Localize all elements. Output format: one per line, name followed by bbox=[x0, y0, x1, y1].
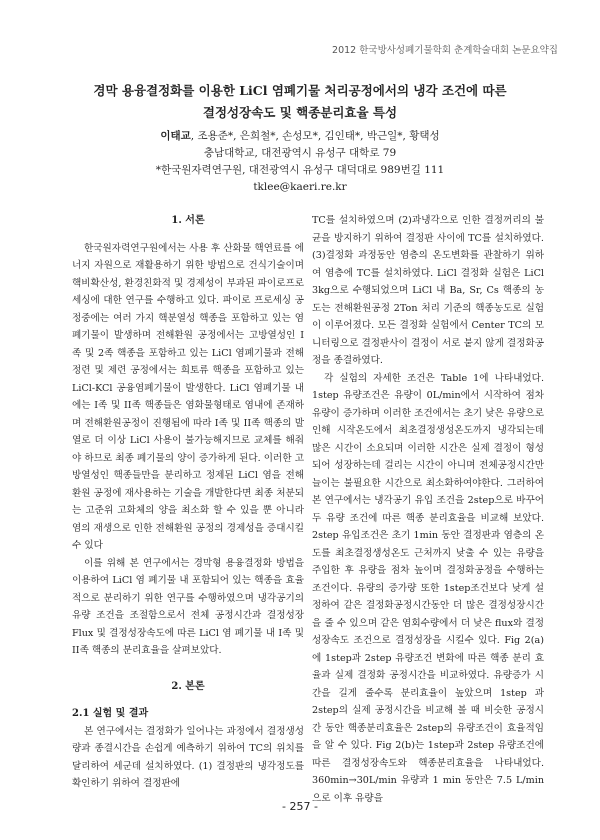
section-title-main: 2. 본론 bbox=[171, 680, 205, 692]
intro-paragraph-2: 이를 위해 본 연구에서는 경막형 용융결정화 방법을 이용하여 LiCl 염 폐기물 내 포함되어 있는 핵종을 효율적으로 분리하기 위한 연구를 수행하였으며 냉각공기의 유량 조건을 조절함으로서 전체 공정시간과 결정성장 Flux 및 결정성장속도에 따른 LiCl 염 폐기물 내 I족 및 II족 핵종의 분리효율을 살펴보았다. bbox=[72, 557, 304, 656]
title-line-1: 경막 용융결정화를 이용한 LiCl 염폐기물 처리공정에서의 냉각 조건에 따른 bbox=[93, 83, 507, 98]
author-block bbox=[60, 128, 540, 196]
left-column bbox=[72, 212, 304, 793]
paper-title bbox=[60, 80, 540, 124]
conference-header: 2012 한국방사성폐기물학회 춘계학술대회 논문요약집 bbox=[332, 45, 558, 56]
affiliation-2: *한국원자력연구원, 대전광역시 유성구 대덕대로 989번길 111 bbox=[155, 164, 445, 176]
author-email: tklee@kaeri.re.kr bbox=[253, 181, 347, 193]
right-paragraph-2: 각 실험의 자세한 조건은 Table 1에 나타내었다. 1step 유량조건은 유량이 0L/min에서 시작하여 점차 유량이 증가하며 이러한 조건에서는 초기 낮은 유량으로 인해 시작온도에서 최초결정생성온도까지 냉각되는데 많은 시간이 소요되며 이러한 시간은 실제 결정이 형성되어 성장하는데 걸리는 시간이 아니며 전체공정시간만 늘이는 불필요한 시간으로 최소화하여야한다. 그러하여 본 연구에서는 냉각공기 유입 조건을 2step으로 바꾸어 두 유량 조건에 따른 핵종 분리효율을 비교해 보았다. 2step 유입조건은 초기 1min 동안 결정판과 염층의 온도를 최초결정생성온도 근처까지 낮출 수 있는 유량을 주입한 후 유량을 점차 높이며 결정화공정을 수행하는 조건이다. 유량의 증가량 또한 1step조건보다 낮게 설정하여 같은 결정화공정시간동안 더 많은 결정성장시간을 줄 수 있으며 같은 염회수량에서 더 낮은 flux와 결정성장속도 조건으로 결정성장을 시킬수 있다. Fig 2(a)에 1step과 2step 유량조건 변화에 따른 핵종 분리 효율과 실제 결정화 공정시간을 비교하였다. 유량증가 시간을 길게 줄수록 분리효율이 높았으며 1step 과 2step의 실제 공정시간을 비교해 볼 때 비슷한 공정시간 동안 핵종분리효율은 2step의 유량조건이 효율적임을 알 수 있다. Fig 2(b)는 1step과 2step 유량조건에 따른 결정성장속도와 핵종분리효율을 나타내었다. 360min→30L/min 유량과 1 min 동안은 7.5 L/min으로 이후 유량을 bbox=[312, 372, 544, 804]
author-list bbox=[60, 128, 540, 145]
lead-author: 이태교 bbox=[160, 130, 191, 142]
right-paragraph-1: TC를 설치하였으며 (2)과냉각으로 인한 결정꺼리의 불균을 방지하기 위하여 결정판 사이에 TC를 설치하였다. (3)결정화 과정동안 염층의 온도변화를 관찰하기 위하여 염층에 TC를 설치하였다. LiCl 결정화 실험은 LiCl 3kg으로 수행되었으며 LiCl 내 Ba, Sr, Cs 핵종의 농도는 전해환원공정 2Ton 처리 기준의 핵종농도로 실험이 이루어졌다. 모든 결정화 실험에서 Center TC의 모니터링으로 결정판사이 결정이 서로 붙지 않게 결정화공정을 종결하였다. bbox=[312, 215, 544, 366]
title-line-2: 결정성장속도 및 핵종분리효율 특성 bbox=[202, 105, 398, 120]
section-title-intro: 1. 서론 bbox=[171, 215, 205, 226]
co-authors: , 조용준*, 은희철*, 손성모*, 김인태*, 박근일*, 황택성 bbox=[190, 130, 440, 142]
page-number: - 257 - bbox=[282, 800, 318, 813]
intro-paragraph-1: 한국원자력연구원에서는 사용 후 산화물 핵연료를 에너지 자원으로 재활용하기 위한 방법으로 건식기술이며 핵비확산성, 환경친화적 및 경제성이 부과된 파이로프로세싱에 대한 연구를 수행하고 있다. 파이로 프로세싱 공정중에는 여러 가지 핵분열성 핵종을 포함하고 있는 염폐기물이 발생하며 전해환원 공정에서는 고방열성인 I족 및 2족 핵종을 포함하고 있는 LiCl 염폐기물과 전해정련 및 제련 공정에서는 희토류 핵종을 포함하고 있는 LiCl-KCl 공융염폐기물이 발생한다. LiCl 염폐기물 내에는 I족 및 II족 핵종들은 염화물형태로 염내에 존재하며 전해환원공정이 진행됨에 따라 I족 및 II족 핵종의 발열로 더 이상 LiCl 사용이 불가능해지므로 교체를 해줘야 하므로 최종 폐기물의 양이 증가하게 된다. 이러한 고방열성인 핵종들만을 분리하고 정제된 LiCl 염을 전해환원 공정에 재사용하는 기술을 개발한다면 최종 처분되는 고준위 고화체의 양을 최소화 할 수 있을 뿐 아니라 염의 재생으로 인한 전해환원 공정의 경제성을 증대시킬 수 있다 bbox=[72, 242, 304, 551]
right-column bbox=[312, 212, 544, 807]
affiliation-1: 충남대학교, 대전광역시 유성구 대학로 79 bbox=[203, 147, 397, 159]
subsection-title: 2.1 실험 및 결과 bbox=[72, 708, 149, 719]
subsection-paragraph-1: 본 연구에서는 결정화가 일어나는 과정에서 결정생성량과 종결시간을 손쉽게 예측하기 위하여 TC의 위치를 달리하여 세군데 설치하였다. (1) 결정판의 냉각정도를 확인하기 위하여 결정판에 bbox=[72, 725, 304, 789]
